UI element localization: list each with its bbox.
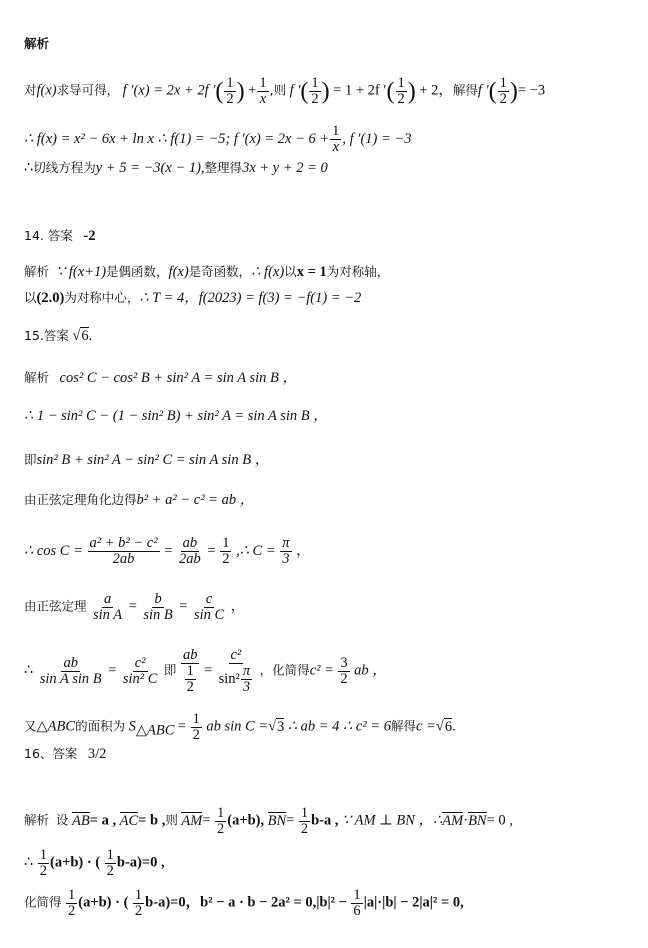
q14-line-1: 解析 ∵ f(x+1)是偶函数，f(x)是奇函数，∴ f(x)以x = 1为对称轴， xyxy=(24,264,390,280)
q16-header: 16、答案 3/2 xyxy=(24,746,107,762)
q15-answer: 6 xyxy=(81,328,89,344)
derivation-line-2: ∴ f(x) = x² − 6x + ln x ∴ f(1) = −5; f ′(x) = 2x − 6 + $\frac{1}{x}$ , f ′(1) = −3 xyxy=(24,123,412,155)
q16-line-3: 化简得 $\frac{1}{2}$ (a+b) · ( $\frac{1}{2}$ b-a)=0，b² − a · b − 2a² = 0,|b|² − $\frac{1}{6}$ |a|·|b| − 2|a|² = 0, xyxy=(24,887,464,919)
q16-line-1: 解析 设 AB= a , AC= b ,则 AM= $\frac{1}{2}$ (a+b), BN= $\frac{1}{2}$ b-a , ∵ AM ⊥ BN ，∴AM·BN= 0 , xyxy=(24,805,513,837)
section-title: 解析 xyxy=(24,36,50,51)
derivation-line-3: ∴切线方程为y + 5 = −3(x − 1),整理得3x + y + 2 = 0 xyxy=(24,160,328,176)
q15-line-8: 又△ABC的面积为 $S_{\triangle ABC}$ = $\frac{1}{2}$ ab sin C =√3 ∴ ab = 4 ∴ c² = 6解得c =√6. xyxy=(24,711,456,743)
q14-header: 14. 答案 -2 xyxy=(24,228,96,244)
q15-line-6: 由正弦定理 $\frac{a}{\text{sin A}}$ = $\frac{b}{\text{sin B}}$ = $\frac{c}{\text{sin C}}$ ， xyxy=(24,591,246,623)
q15-line-4: 由正弦定理角化边得b² + a² − c² = ab ， xyxy=(24,492,255,508)
q15-header: 15.答案 √6. xyxy=(24,328,93,344)
q15-line-7: ∴ $\frac{ab}{\text{sin A sin B}}$ = $\frac{\text{c²}}{\text{sin² C}}$ 即 $\frac{ab}{\frac{1}{2}}$ = c² sin² $\frac{\pi}{3}$ ，化简得c² = $\frac{3}{2}$ ab ， xyxy=(24,647,387,695)
q15-line-2: ∴ 1 − sin² C − (1 − sin² B) + sin² A = sin A sin B ， xyxy=(24,408,328,424)
q15-line-1: 解析 cos² C − cos² B + sin² A = sin A sin B ， xyxy=(24,370,298,386)
q15-line-3: 即sin² B + sin² A − sin² C = sin A sin B ， xyxy=(24,452,270,468)
q16-line-2: ∴ $\frac{1}{2}$ (a+b) · ( $\frac{1}{2}$ b-a)=0 , xyxy=(24,847,165,879)
q14-answer: -2 xyxy=(83,228,96,244)
derivation-line-1: 对f(x)求导可得， f ′(x) = 2x + 2f ′( $\frac{1}{2}$ ) + $\frac{1}{x}$ ,则 f ′( $\frac{1}{2}$ ) = 1 + 2f ′( $\frac{1}{2}$ ) + 2，解得f ′( $\frac{1}{2}$ )= −3 xyxy=(24,75,546,107)
q14-line-2: 以(2.0)为对称中心，∴ T = 4，f(2023) = f(3) = −f(1) = −2 xyxy=(24,290,362,306)
q16-answer: 3/2 xyxy=(87,746,107,762)
q15-line-5: ∴ cos C = $\frac{\text{a² + b² − c²}}{2ab}$ = $\frac{ab}{2ab}$ = $\frac{1}{2}$ ,∴ C = $\frac{\pi}{3}$ ， xyxy=(24,535,311,567)
